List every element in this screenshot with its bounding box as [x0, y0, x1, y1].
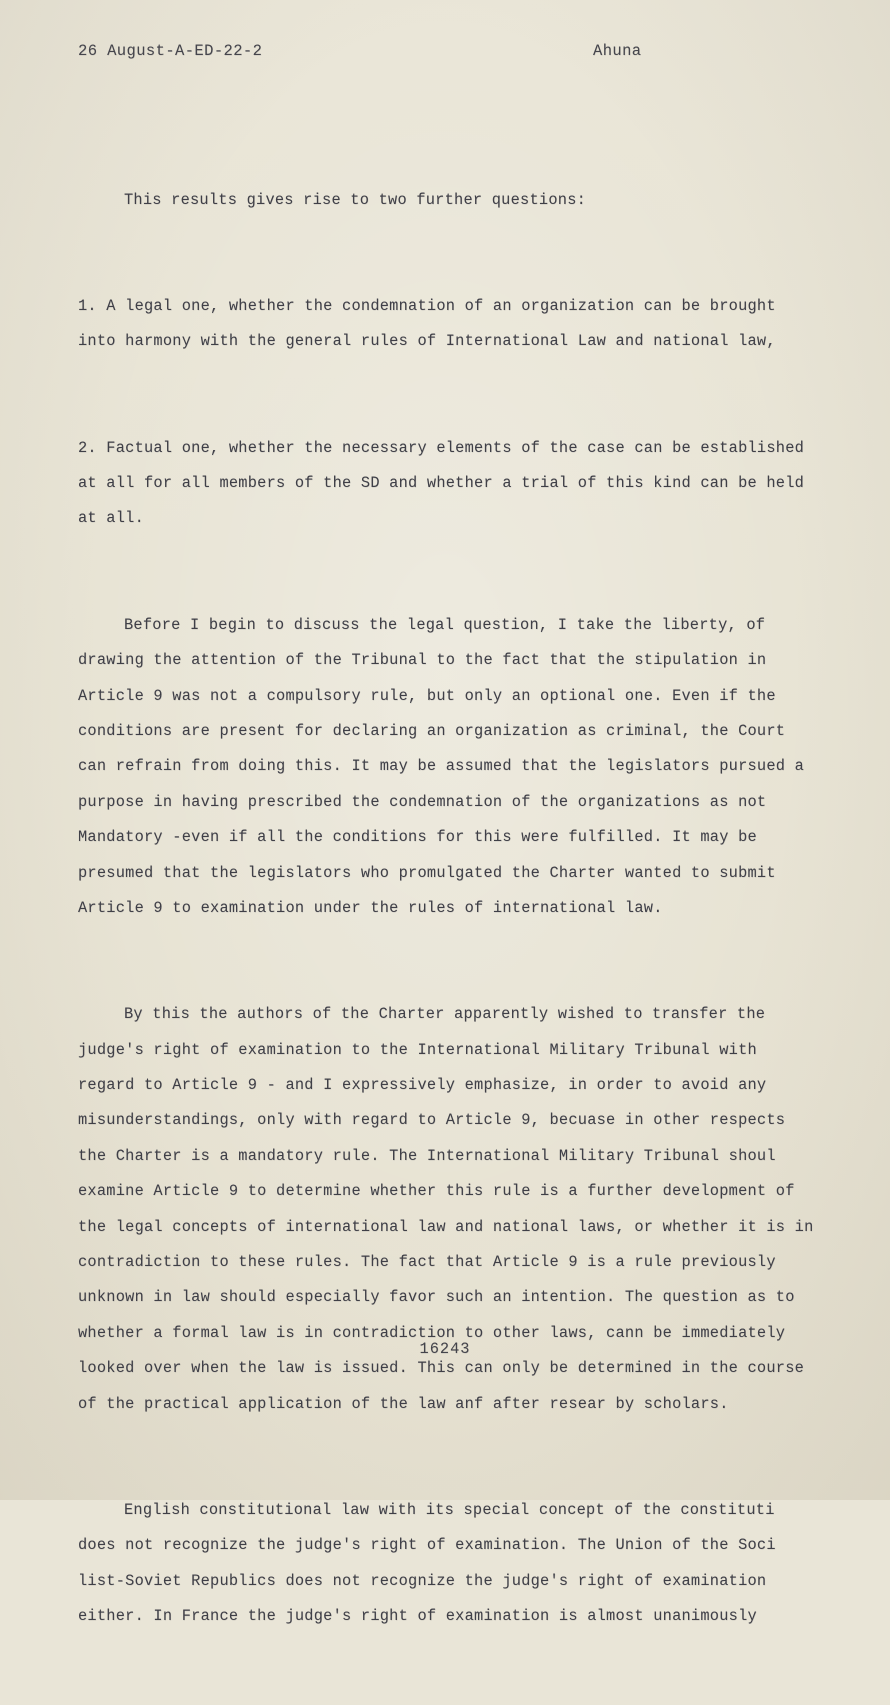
paragraph-item-1: [78, 289, 818, 360]
document-identifier: 26 August-A-ED-22-2: [78, 42, 263, 60]
paragraph-text: 2. Factual one, whether the necessary elements of the case can be established at all for all members of the SD and whether a trial of this kind can be held at all.: [78, 438, 814, 528]
paragraph-english-law: [78, 1493, 818, 1635]
paragraph-legal-question: [78, 608, 818, 927]
paragraph-charter-authors: [78, 997, 823, 1422]
page-number: 16243: [419, 1340, 471, 1358]
paragraph-item-2: [78, 431, 818, 537]
page-header: [78, 42, 830, 60]
paragraph-text: Before I begin to discuss the legal question, I take the liberty, of drawing the attention of the Tribunal to the fact that the stipulation in Article 9 was not a compulsory rule, but only an optional one. Even if the conditions are present for declaring an organization as criminal, the Court can refrain from doing this. It may be assumed that the legislators pursued a purpose in having prescribed the condemnation of the organizations as not Mandatory -even if all the conditions for this were fulfilled. It may be presumed that the legislators who promulgated the Charter wanted to submit Article 9 to examination under the rules of international law.: [78, 615, 814, 917]
document-body: [78, 112, 823, 1705]
paragraph-text: By this the authors of the Charter apparently wished to transfer the judge's right of examination to the International Military Tribunal with regard to Article 9 - and I expressively emphasize, in order to avoid any misunderstandings, only with regard to Article 9, becuase in other respects the Charter is a mandatory rule. The International Military Tribunal shoul examine Article 9 to determine whether this rule is a further development of the legal concepts of international law and national laws, or whether it is in contradiction to these rules. The fact that Article 9 is a rule previously unknown in law should especially favor such an intention. The question as to whether a formal law is in contradiction to other laws, cann be immediately looked over when the law is issued. This can only be determined in the course of the practical application of the law anf after resear by scholars.: [78, 1005, 823, 1413]
paragraph-intro: [78, 183, 818, 218]
paragraph-text: English constitutional law with its special concept of the constituti does not recognize the judge's right of examination. The Union of the Soci list-Soviet Republics does not recognize the judge's right of examination either. In France the judge's right of examination is almost unanimously: [78, 1500, 786, 1626]
paragraph-text: This results gives rise to two further questions:: [124, 190, 587, 209]
header-speaker-name: Ahuna: [593, 42, 642, 60]
paragraph-text: 1. A legal one, whether the condemnation of an organization can be brought into harmony with the general rules of International Law and national law,: [78, 297, 786, 351]
